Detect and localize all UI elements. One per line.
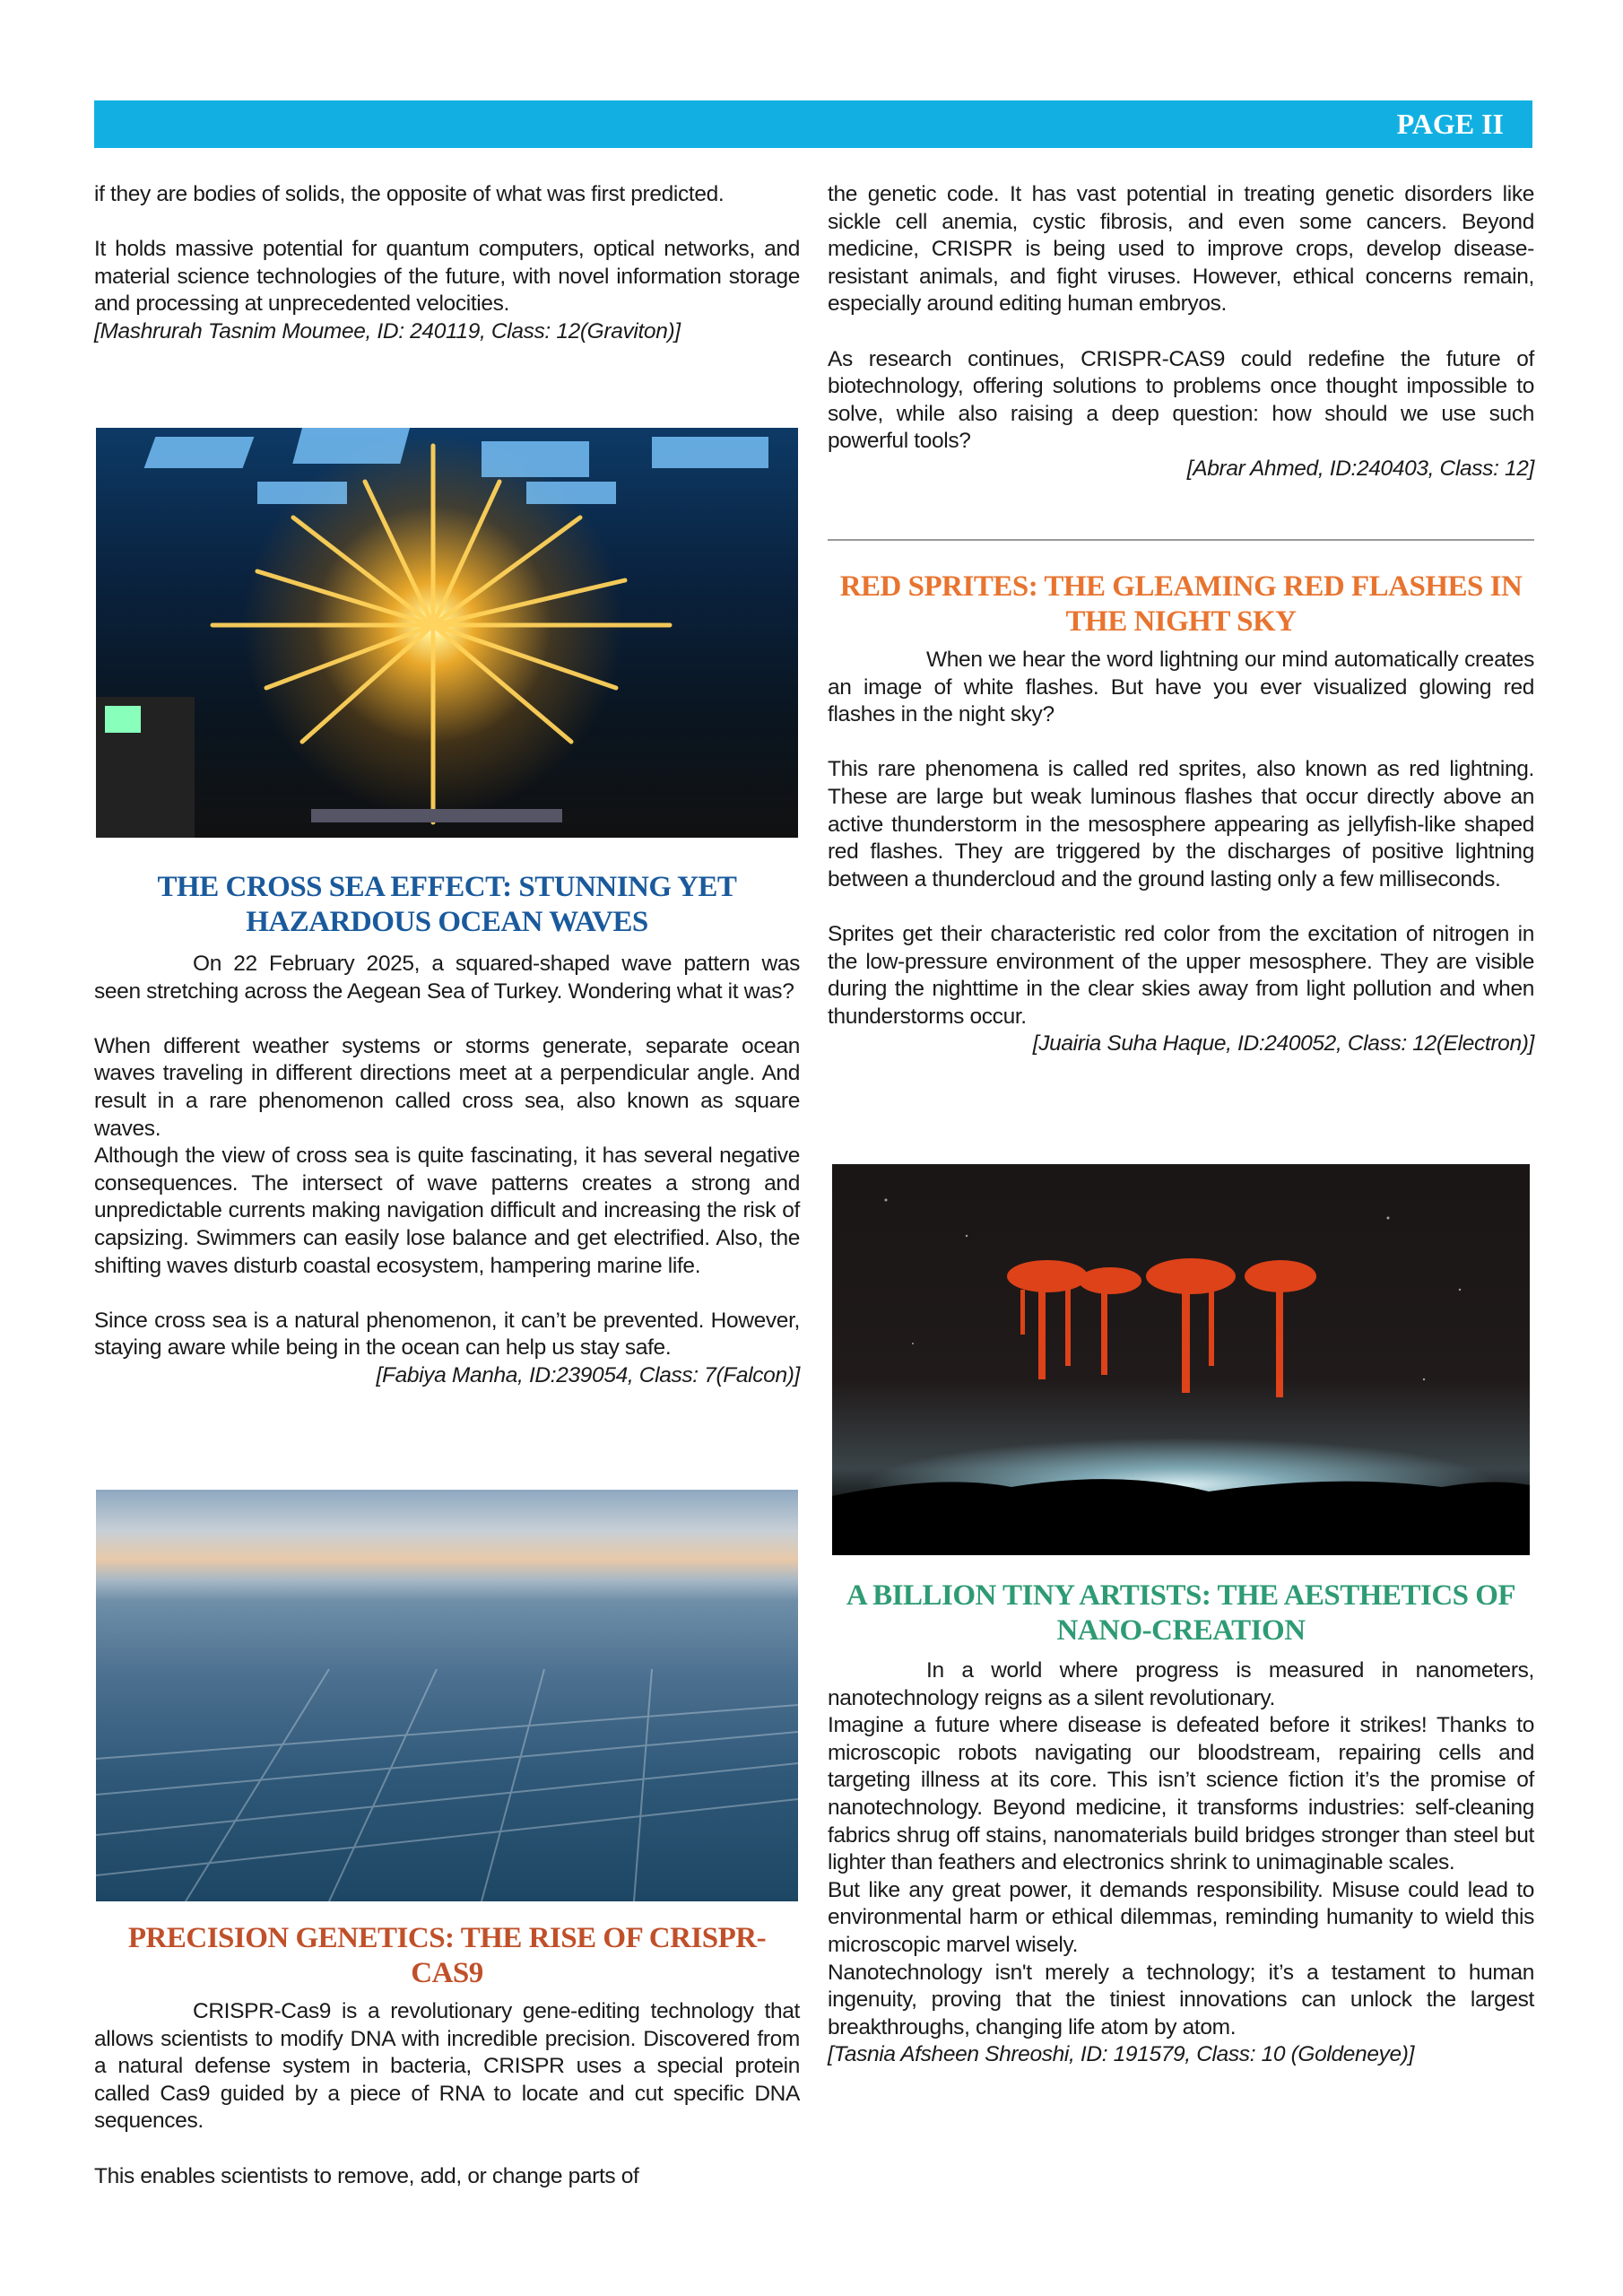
page-header-bar [94,100,1532,148]
paragraph: In a world where progress is measured in nanometers, nanotechnology reigns as a silent revolutionary. [828,1658,1534,1710]
nano-article [828,1578,1534,2069]
paragraph: It holds massive potential for quantum computers, optical networks, and material science technologies of the future, with novel information storage and processing at unprecedented velocities. [94,237,800,317]
paragraph: As research continues, CRISPR-CAS9 could redefine the future of biotechnology, offering solutions to problems once thought impossible to solve, while also raising a deep question: how should we use such powerful tools? [828,346,1534,454]
paragraph: Imagine a future where disease is defeated before it strikes! Thanks to microscopic robots navigating our bloodstream, repairing cells and targeting illness at its core. This isn’t science fiction it’s the promise of nanotechnology. Beyond medicine, it transforms industries: self-cleaning fabrics shrug off stains, nanomaterials build bridges stronger than steel but lighter than feathers and electronics shrink to unimaginable scales. [828,1713,1534,1875]
paragraph: Nanotechnology isn't merely a technology; it’s a testament to human ingenuity, proving that the tiniest innovations can unlock the largest breakthroughs, changing life atom by atom. [828,1960,1534,2039]
crispr-article-continued [828,181,1534,483]
article-title: THE CROSS SEA EFFECT: STUNNING YET HAZARDOUS OCEAN WAVES [157,871,737,938]
paragraph: When we hear the word lightning our mind automatically creates an image of white flashes. But have you ever visualized glowing red flashes in the night sky? [828,648,1534,727]
paragraph: the genetic code. It has vast potential in treating genetic disorders like sickle cell anemia, cystic fibrosis, and even some cancers. Beyond medicine, CRISPR is being used to improve crops, develop disease-resistant animals, and fight viruses. However, ethical concerns remain, especially around editing human embryos. [828,182,1534,317]
red-sprites-article [828,570,1534,1058]
author-credit: [Mashrurah Tasnim Moumee, ID: 240119, Class: 12(Graviton)] [94,318,681,344]
author-credit: [Tasnia Afsheen Shreoshi, ID: 191579, Class: 10 (Goldeneye)] [828,2042,1415,2067]
paragraph: if they are bodies of solids, the opposite of what was first predicted. [94,182,725,206]
paragraph: This rare phenomena is called red sprites, also known as red lightning. These are large but weak luminous flashes that occur directly above an active thunderstorm in the mesosphere appearing as jellyfish-like shaped red flashes. They are triggered by the discharges of positive lightning between a thundercloud and the ground lasting only a few milliseconds. [828,757,1534,891]
paragraph: Sprites get their characteristic red color from the excitation of nitrogen in the low-pressure environment of the upper mesosphere. They are visible during the nighttime in the clear skies away from light pollution and when thunderstorms occur. [828,921,1534,1029]
author-credit: [Fabiya Manha, ID:239054, Class: 7(Falcon)] [376,1362,800,1387]
author-credit: [Juairia Suha Haque, ID:240052, Class: 12(Electron)] [1032,1031,1534,1057]
paragraph: This enables scientists to remove, add, or change parts of [94,2163,639,2188]
paragraph: CRISPR-Cas9 is a revolutionary gene-editing technology that allows scientists to modify DNA with incredible precision. Discovered from a natural defense system in bacteria, CRISPR uses a special protein called Cas9 guided by a piece of RNA to locate and cut specific DNA sequences. [94,1999,800,2134]
page-number: PAGE II [1396,108,1504,140]
red-sprites-photo [832,1164,1530,1555]
paragraph: On 22 February 2025, a squared-shaped wave pattern was seen stretching across the Aegean Sea of Turkey. Wondering what it was? [94,952,800,1004]
paragraph: Although the view of cross sea is quite fascinating, it has several negative consequences. The intersect of wave patterns creates a strong and unpredictable currents making navigation difficult and increasing the risk of capsizing. Swimmers can easily lose balance and get electrified. Also, the shifting waves disturb coastal ecosystem, hampering marine life. [94,1144,800,1278]
paragraph: Since cross sea is a natural phenomenon, it can’t be prevented. However, staying aware while being in the ocean can help us stay safe. [94,1308,800,1361]
cross-sea-photo [96,1490,798,1901]
cross-sea-article [94,870,800,1390]
author-credit: [Abrar Ahmed, ID:240403, Class: 12] [1186,456,1534,481]
article-title: PRECISION GENETICS: THE RISE OF CRISPR-CAS9 [127,1922,767,1989]
article-title: A BILLION TINY ARTISTS: THE AESTHETICS OF NANO-CREATION [846,1579,1516,1647]
paragraph: When different weather systems or storms generate, separate ocean waves traveling in different directions meet at a perpendicular angle. And result in a rare phenomenon called cross sea, also known as square waves. [94,1033,800,1141]
crispr-article [94,1921,800,2190]
paragraph: But like any great power, it demands responsibility. Misuse could lead to environmental harm or ethical dilemmas, reminding humanity to wield this microscopic marvel wisely. [828,1877,1534,1957]
divider [828,539,1534,541]
quantum-starburst-photo [96,428,798,838]
intro-article-end [94,181,800,346]
article-title: RED SPRITES: THE GLEAMING RED FLASHES IN THE NIGHT SKY [839,570,1523,638]
